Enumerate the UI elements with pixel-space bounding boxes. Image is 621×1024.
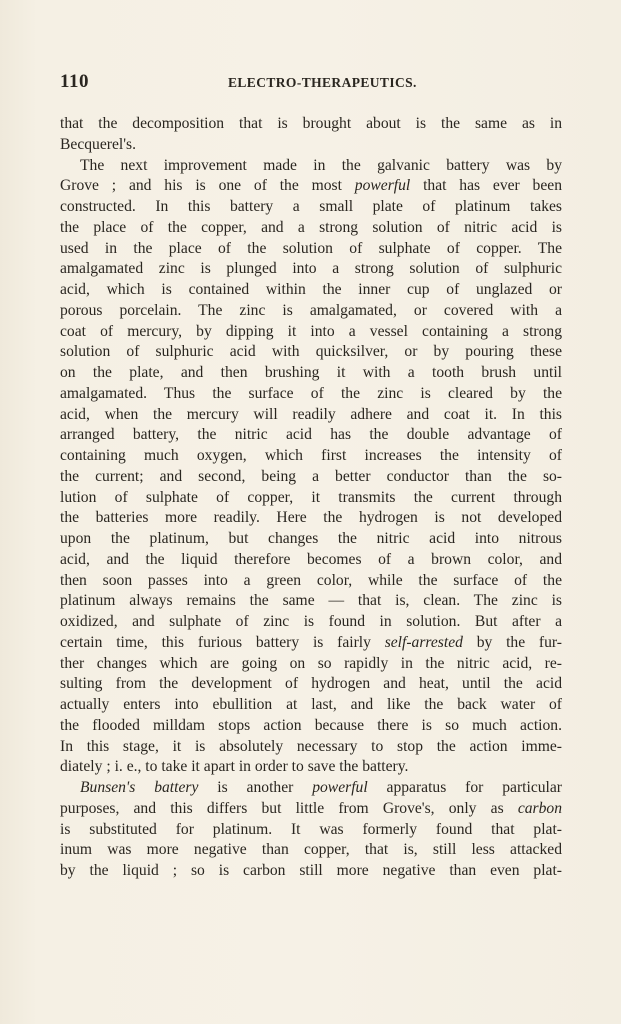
italic-phrase: powerful (312, 779, 368, 796)
text-line: the flooded milldam stops action because there is so much action. (60, 716, 562, 734)
text-line: Becquerel's. (60, 135, 136, 153)
italic-phrase: self-arrested (384, 633, 463, 651)
text-line: the place of the copper, and a strong solution of nitric acid is (60, 218, 562, 236)
text-line-with-italic: certain time, this furious battery is fairly self-arrested by the fur- (60, 633, 562, 651)
text-line: acid, and the liquid therefore becomes of a brown color, and (60, 550, 562, 568)
text-line: upon the platinum, but changes the nitric acid into nitrous (60, 530, 562, 547)
text-line: is substituted for platinum. It was formerly found that plat- (60, 820, 562, 838)
text-line-with-italic: Bunsen's battery is another powerful apparatus for particular (80, 779, 562, 796)
text-line: amalgamated zinc is plunged into a strong solution of sulphuric (60, 260, 562, 278)
text-line: acid, which is contained within the inner cup of unglazed or (60, 281, 562, 298)
text-line: the batteries more readily. Here the hydrogen is not developed (60, 509, 562, 527)
text-line: arranged battery, the nitric acid has the double advantage of (60, 426, 562, 444)
text-line: the current; and second, being a better conductor than the so- (60, 467, 562, 485)
text-line: ther changes which are going on so rapidly in the nitric acid, re- (60, 654, 562, 672)
page-number: 110 (60, 71, 89, 92)
text-line: oxidized, and sulphate of zinc is found in solution. But after a (60, 613, 562, 630)
text-line: acid, when the mercury will readily adhere and coat it. In this (60, 405, 562, 423)
text-line: The next improvement made in the galvanic battery was by (80, 156, 562, 174)
text-line-with-italic: Grove ; and his is one of the most powerful that has ever been (60, 177, 562, 195)
text-line: lution of sulphate of copper, it transmits the current through (60, 488, 562, 506)
text-line: porous porcelain. The zinc is amalgamated, or covered with a (60, 301, 562, 319)
italic-phrase: Bunsen's battery (80, 779, 199, 796)
text-line: platinum always remains the same — that is, clean. The zinc is (60, 592, 562, 610)
text-line: coat of mercury, by dipping it into a vessel containing a strong (60, 322, 562, 340)
text-line: by the liquid ; so is carbon still more negative than even plat- (60, 862, 562, 879)
text-line: solution of sulphuric acid with quicksilver, or by pouring these (60, 343, 562, 361)
body-text (60, 114, 562, 882)
text-line: used in the place of the solution of sulphate of copper. The (60, 239, 562, 257)
text-line: then soon passes into a green color, while the surface of the (60, 571, 562, 589)
text-line: diately ; i. e., to take it apart in order to save the battery. (60, 758, 409, 776)
running-head (60, 71, 560, 95)
text-line: constructed. In this battery a small plate of platinum takes (60, 198, 562, 215)
text-line: inum was more negative than copper, that is, still less attacked (60, 841, 562, 859)
running-title: ELECTRO-THERAPEUTICS. (228, 75, 417, 90)
text-line: that the decomposition that is brought about is the same as in (60, 115, 562, 132)
text-line: on the plate, and then brushing it with a tooth brush until (60, 364, 562, 381)
text-line: In this stage, it is absolutely necessary to stop the action imme- (60, 737, 562, 755)
text-line-with-italic: purposes, and this differs but little from Grove's, only as carbon (60, 799, 562, 817)
text-line: actually enters into ebullition at last, and like the back water of (60, 696, 562, 713)
text-line: containing much oxygen, which first increases the intensity of (60, 447, 562, 464)
italic-phrase: carbon (517, 799, 562, 817)
italic-phrase: powerful (354, 177, 411, 195)
text-line: amalgamated. Thus the surface of the zinc is cleared by the (60, 384, 562, 402)
text-line: sulting from the development of hydrogen and heat, until the acid (60, 675, 562, 693)
